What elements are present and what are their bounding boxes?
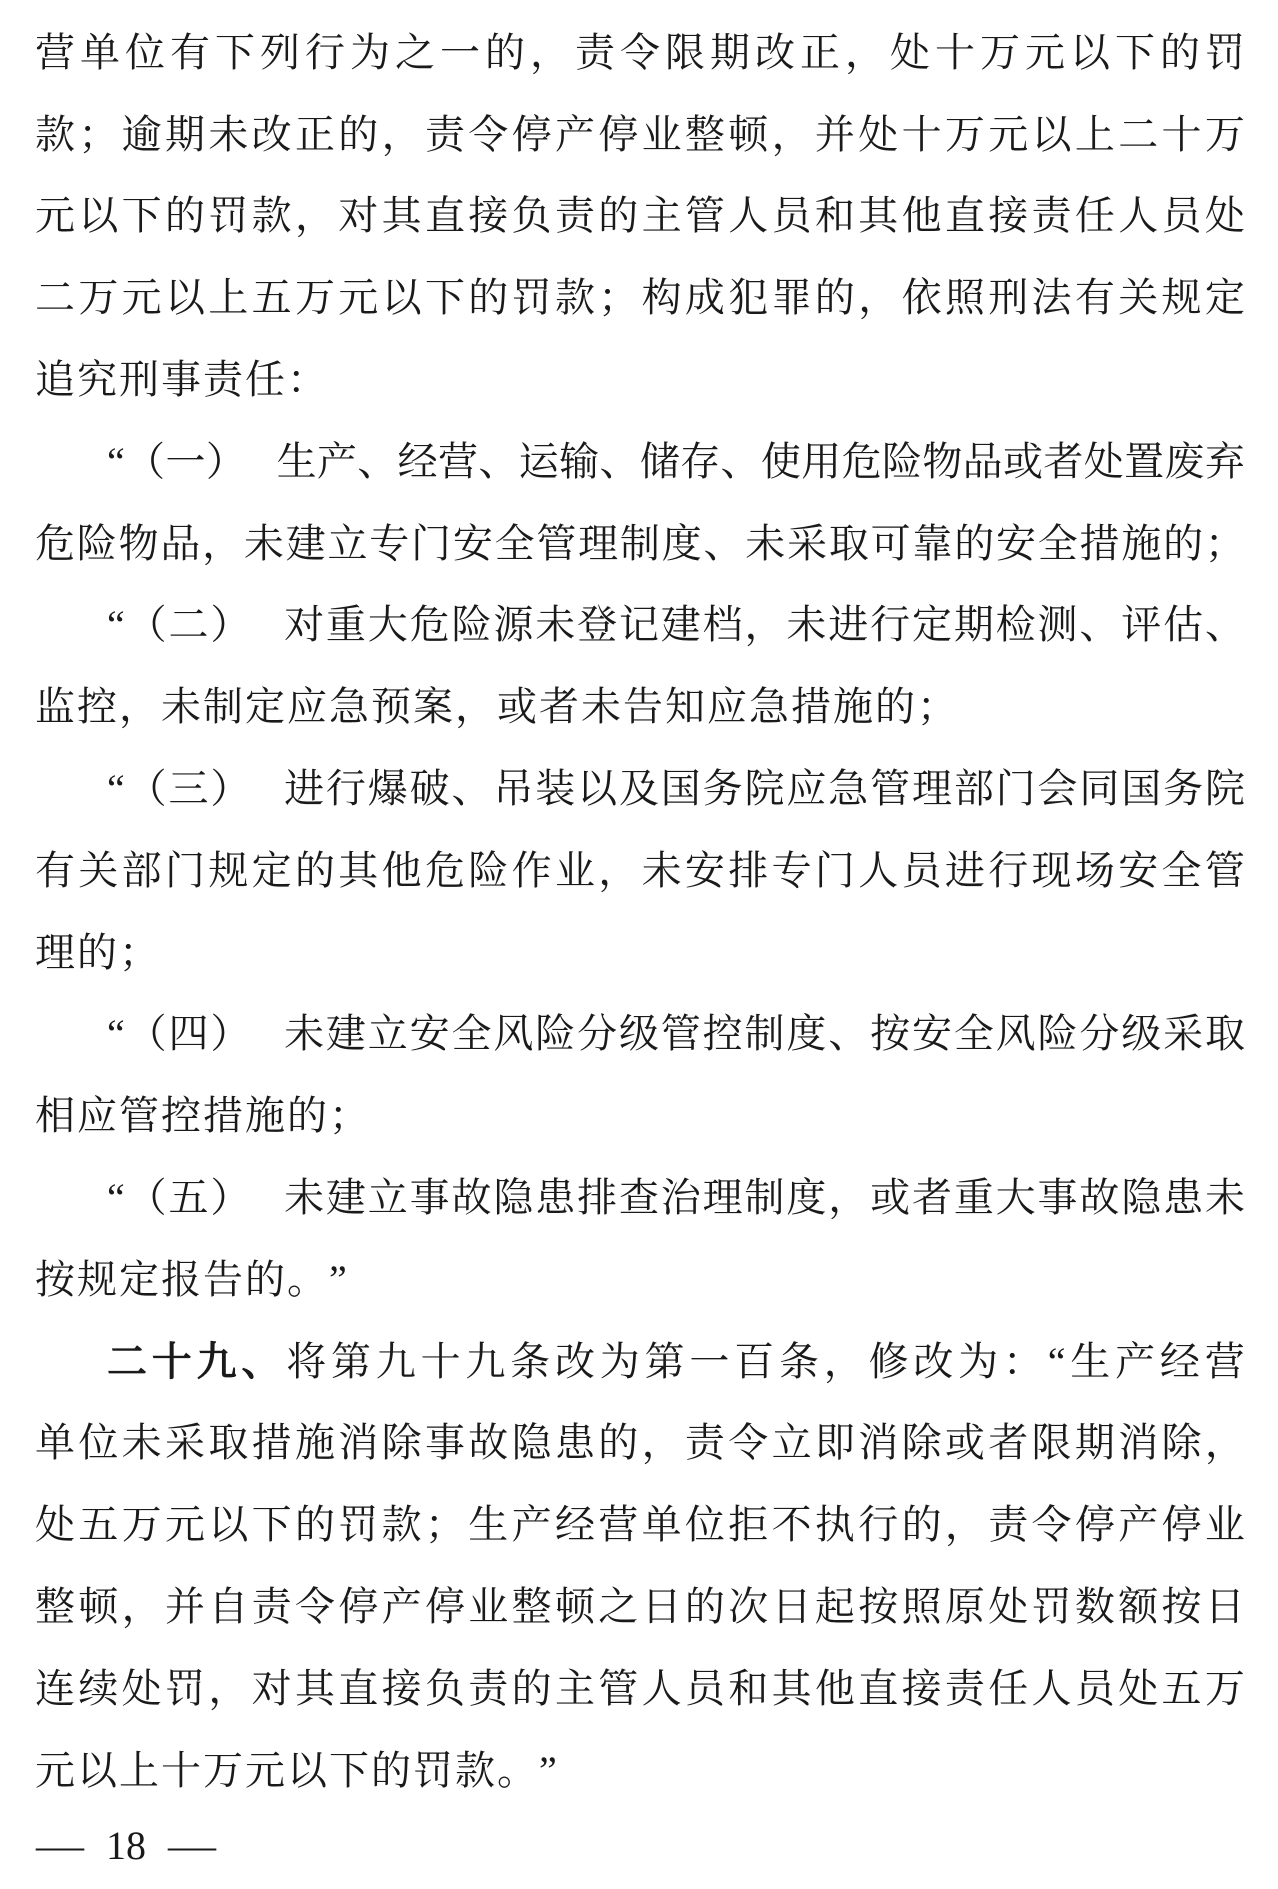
text-line: 款 ； 逾 期 未 改 正 的 ， 责 令 停 产 停 业 整 顿 ， 并 处 十 万 元 以 上 二 十 万 bbox=[35, 111, 1245, 157]
footer-dash-right: — bbox=[168, 1823, 216, 1869]
text-line: “ （ 一 ） 生 产 、 经 营 、 运 输 、 储 存 、 使 用 危 险 物 品 或 者 处 置 废 弃 bbox=[107, 438, 1245, 484]
text-line: 危 险 物 品 ， 未 建 立 专 门 安 全 管 理 制 度 、 未 采 取 可 靠 的 安 全 措 施 的 ； bbox=[35, 520, 1245, 566]
page-footer bbox=[36, 1823, 1245, 1869]
text-line: 二 万 元 以 上 五 万 元 以 下 的 罚 款 ； 构 成 犯 罪 的 ， 依 照 刑 法 有 关 规 定 bbox=[35, 275, 1245, 321]
text-line: “ （ 五 ） 未 建 立 事 故 隐 患 排 查 治 理 制 度 ， 或 者 重 大 事 故 隐 患 未 bbox=[107, 1175, 1245, 1221]
text-line: 相 应 管 控 措 施 的 ； bbox=[35, 1093, 369, 1139]
text-line: 整 顿 ， 并 自 责 令 停 产 停 业 整 顿 之 日 的 次 日 起 按 照 原 处 罚 数 额 按 日 bbox=[35, 1584, 1245, 1630]
text-line: 理 的 ； bbox=[35, 929, 159, 975]
text-line: 处 五 万 元 以 下 的 罚 款 ； 生 产 经 营 单 位 拒 不 执 行 的 ， 责 令 停 产 停 业 bbox=[35, 1502, 1245, 1548]
text-line: 连 续 处 罚 ， 对 其 直 接 负 责 的 主 管 人 员 和 其 他 直 接 责 任 人 员 处 五 万 bbox=[35, 1665, 1245, 1711]
text-line: “ （ 三 ） 进 行 爆 破 、 吊 装 以 及 国 务 院 应 急 管 理 部 门 会 同 国 务 院 bbox=[107, 766, 1245, 812]
text-line: 追 究 刑 事 责 任 ： bbox=[35, 357, 327, 403]
document-body bbox=[35, 12, 1245, 1812]
footer-dash-left: — bbox=[36, 1823, 84, 1869]
text-line: 元 以 下 的 罚 款 ， 对 其 直 接 负 责 的 主 管 人 员 和 其 他 直 接 责 任 人 员 处 bbox=[35, 193, 1245, 239]
page-number: 18 bbox=[106, 1823, 146, 1869]
text-line: 营 单 位 有 下 列 行 为 之 一 的 ， 责 令 限 期 改 正 ， 处 十 万 元 以 下 的 罚 bbox=[35, 29, 1245, 75]
text-line: 元 以 上 十 万 元 以 下 的 罚 款 。 ” bbox=[35, 1747, 557, 1793]
text-line: “ （ 二 ） 对 重 大 危 险 源 未 登 记 建 档 ， 未 进 行 定 期 检 测 、 评 估 、 bbox=[107, 602, 1245, 648]
text-line: “ （ 四 ） 未 建 立 安 全 风 险 分 级 管 控 制 度 、 按 安 全 风 险 分 级 采 取 bbox=[107, 1011, 1245, 1057]
text-line: 按 规 定 报 告 的 。 ” bbox=[35, 1256, 347, 1302]
text-line: 二 十 九 、 将 第 九 十 九 条 改 为 第 一 百 条 ， 修 改 为 ： “ 生 产 经 营 bbox=[107, 1338, 1245, 1384]
text-line: 监 控 ， 未 制 定 应 急 预 案 ， 或 者 未 告 知 应 急 措 施 的 ； bbox=[35, 684, 957, 730]
text-line: 有 关 部 门 规 定 的 其 他 危 险 作 业 ， 未 安 排 专 门 人 员 进 行 现 场 安 全 管 bbox=[35, 847, 1245, 893]
text-line: 单 位 未 采 取 措 施 消 除 事 故 隐 患 的 ， 责 令 立 即 消 除 或 者 限 期 消 除 ， bbox=[35, 1420, 1245, 1466]
